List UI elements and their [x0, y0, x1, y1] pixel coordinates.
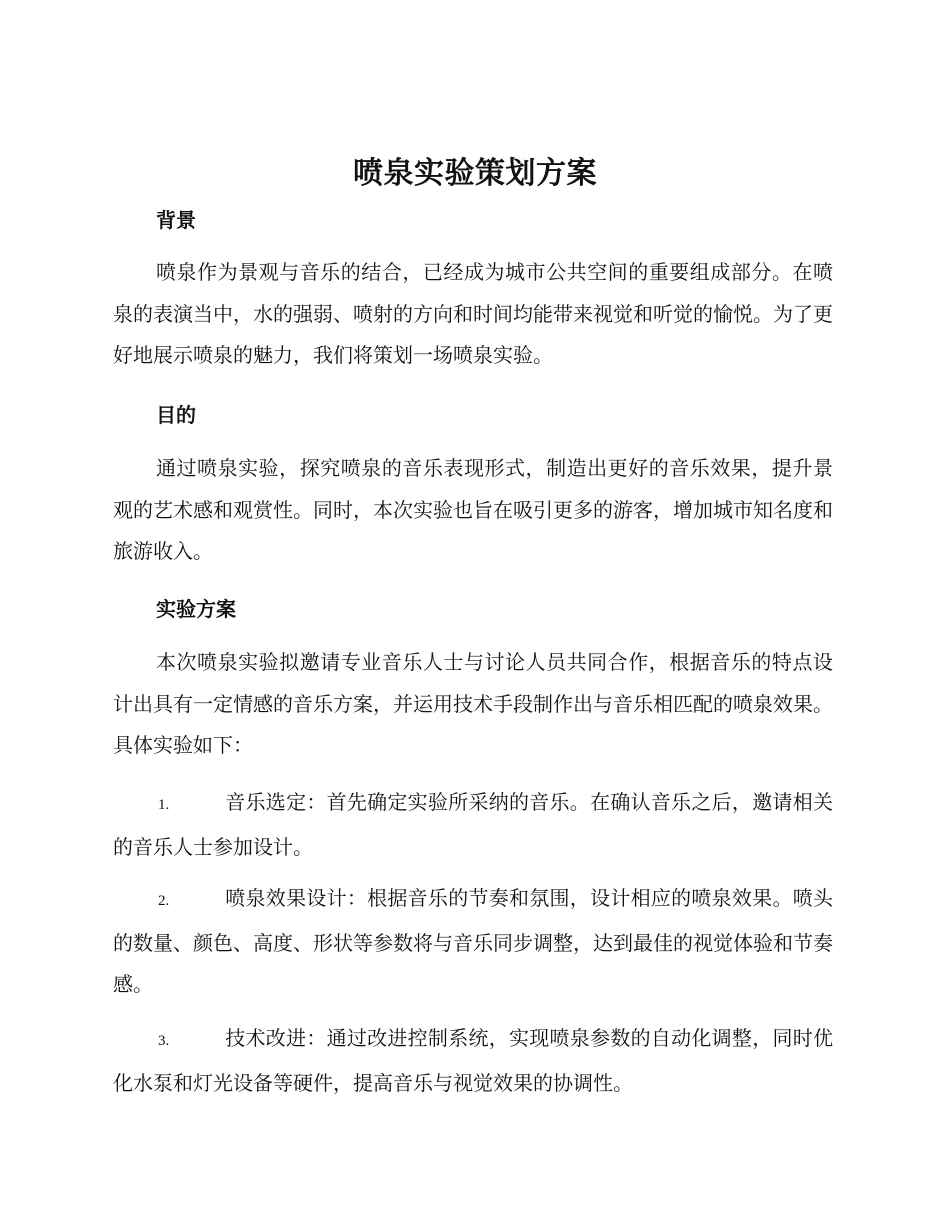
list-item-text: 喷泉效果设计：根据音乐的节奏和氛围，设计相应的喷泉效果。喷头的数量、颜色、高度、形状等参数将与音乐同步调整，达到最佳的视觉体验和节奏感。	[113, 886, 833, 996]
section-heading-purpose: 目的	[156, 403, 196, 427]
list-item-number: 1.	[158, 797, 170, 813]
section-heading-background: 背景	[156, 208, 196, 232]
list-item-number: 2.	[158, 893, 170, 909]
list-item	[113, 878, 833, 1006]
section-paragraph-plan: 本次喷泉实验拟邀请专业音乐人士与讨论人员共同合作，根据音乐的特点设计出具有一定情感的音乐方案，并运用技术手段制作出与音乐相匹配的喷泉效果。具体实验如下：	[113, 650, 833, 757]
section-paragraph-background: 喷泉作为景观与音乐的结合，已经成为城市公共空间的重要组成部分。在喷泉的表演当中，水的强弱、喷射的方向和时间均能带来视觉和听觉的愉悦。为了更好地展示喷泉的魅力，我们将策划一场喷泉实验。	[113, 260, 833, 367]
document-title: 喷泉实验策划方案	[353, 156, 597, 191]
list-item-text: 技术改进：通过改进控制系统，实现喷泉参数的自动化调整，同时优化水泵和灯光设备等硬件，提高音乐与视觉效果的协调性。	[113, 1026, 833, 1095]
list-item-number: 3.	[158, 1033, 170, 1049]
list-item-text: 音乐选定：首先确定实验所采纳的音乐。在确认音乐之后，邀请相关的音乐人士参加设计。	[113, 790, 833, 859]
list-item	[113, 1018, 833, 1104]
list-item	[113, 782, 833, 868]
section-heading-plan: 实验方案	[156, 597, 236, 621]
section-paragraph-purpose: 通过喷泉实验，探究喷泉的音乐表现形式，制造出更好的音乐效果，提升景观的艺术感和观赏性。同时，本次实验也旨在吸引更多的游客，增加城市知名度和旅游收入。	[113, 456, 833, 563]
